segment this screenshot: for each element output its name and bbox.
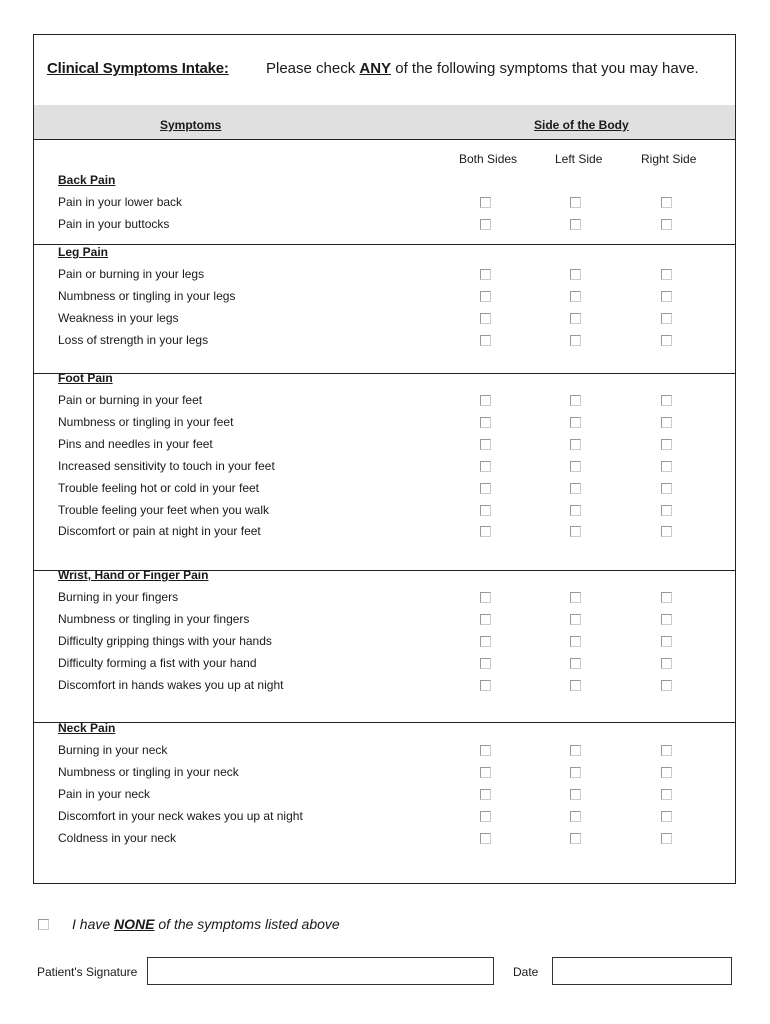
- side-of-body-column-header: Side of the Body: [534, 118, 629, 132]
- symptom-label: Increased sensitivity to touch in your feet: [58, 458, 275, 473]
- symptom-label: Numbness or tingling in your feet: [58, 414, 234, 429]
- symptoms-form: [33, 34, 736, 884]
- both-sides-checkbox[interactable]: [480, 811, 491, 822]
- right-side-checkbox[interactable]: [661, 197, 672, 208]
- left-side-checkbox[interactable]: [570, 313, 581, 324]
- none-label: I have NONE of the symptoms listed above: [72, 916, 340, 932]
- left-side-checkbox[interactable]: [570, 291, 581, 302]
- left-side-checkbox[interactable]: [570, 219, 581, 230]
- right-side-checkbox[interactable]: [661, 313, 672, 324]
- symptom-label: Numbness or tingling in your neck: [58, 764, 239, 779]
- left-side-checkbox[interactable]: [570, 614, 581, 625]
- right-side-checkbox[interactable]: [661, 789, 672, 800]
- date-label: Date: [513, 965, 539, 979]
- symptom-label: Pain or burning in your legs: [58, 267, 205, 281]
- right-side-checkbox[interactable]: [661, 335, 672, 346]
- left-side-checkbox[interactable]: [570, 767, 581, 778]
- left-side-checkbox[interactable]: [570, 658, 581, 669]
- signature-field[interactable]: [147, 957, 494, 985]
- section-title: Wrist, Hand or Finger Pain: [58, 568, 209, 582]
- symptom-label: Discomfort or pain at night in your feet: [58, 524, 261, 539]
- both-sides-checkbox[interactable]: [480, 439, 491, 450]
- symptom-label: Numbness or tingling in your legs: [58, 288, 236, 303]
- left-side-checkbox[interactable]: [570, 197, 581, 208]
- left-side-checkbox[interactable]: [570, 592, 581, 603]
- left-side-checkbox[interactable]: [570, 335, 581, 346]
- symptom-label: Trouble feeling your feet when you walk: [58, 502, 270, 517]
- section-divider: [34, 373, 735, 374]
- both-sides-checkbox[interactable]: [480, 461, 491, 472]
- symptom-label: Pain or burning in your feet: [58, 393, 203, 407]
- right-side-checkbox[interactable]: [661, 614, 672, 625]
- right-side-checkbox[interactable]: [661, 483, 672, 494]
- form-header: [34, 35, 735, 106]
- right-side-checkbox[interactable]: [661, 592, 672, 603]
- symptom-label: Trouble feeling hot or cold in your feet: [58, 480, 260, 495]
- left-side-checkbox[interactable]: [570, 505, 581, 516]
- both-sides-checkbox[interactable]: [480, 417, 491, 428]
- right-side-checkbox[interactable]: [661, 439, 672, 450]
- symptom-label: Discomfort in your neck wakes you up at night: [58, 808, 303, 823]
- both-sides-checkbox[interactable]: [480, 658, 491, 669]
- form-title: Clinical Symptoms Intake:: [47, 60, 229, 77]
- both-sides-header: Both Sides: [459, 152, 518, 166]
- right-side-checkbox[interactable]: [661, 658, 672, 669]
- both-sides-checkbox[interactable]: [480, 614, 491, 625]
- symptom-label: Difficulty gripping things with your hands: [58, 633, 272, 648]
- right-side-checkbox[interactable]: [661, 811, 672, 822]
- symptom-label: Numbness or tingling in your fingers: [58, 611, 250, 626]
- both-sides-checkbox[interactable]: [480, 767, 491, 778]
- left-side-header: Left Side: [555, 152, 603, 166]
- symptom-label: Loss of strength in your legs: [58, 332, 209, 347]
- section-divider: [34, 570, 735, 571]
- signature-label: Patient's Signature: [37, 965, 138, 979]
- both-sides-checkbox[interactable]: [480, 291, 491, 302]
- section-title: Foot Pain: [58, 371, 113, 385]
- section-title: Neck Pain: [58, 721, 116, 735]
- symptom-label: Pins and needles in your feet: [58, 436, 213, 451]
- symptom-label: Coldness in your neck: [58, 830, 177, 845]
- symptom-label: Burning in your fingers: [58, 590, 179, 604]
- right-side-checkbox[interactable]: [661, 526, 672, 537]
- symptom-label: Burning in your neck: [58, 743, 168, 757]
- both-sides-checkbox[interactable]: [480, 592, 491, 603]
- section-title: Back Pain: [58, 173, 116, 187]
- symptom-label: Pain in your lower back: [58, 195, 183, 209]
- symptom-label: Pain in your neck: [58, 786, 151, 801]
- left-side-checkbox[interactable]: [570, 461, 581, 472]
- both-sides-checkbox[interactable]: [480, 680, 491, 691]
- both-sides-checkbox[interactable]: [480, 335, 491, 346]
- right-side-checkbox[interactable]: [661, 291, 672, 302]
- symptoms-column-header: Symptoms: [160, 118, 222, 132]
- left-side-checkbox[interactable]: [570, 395, 581, 406]
- symptom-label: Discomfort in hands wakes you up at night: [58, 677, 284, 692]
- left-side-checkbox[interactable]: [570, 789, 581, 800]
- both-sides-checkbox[interactable]: [480, 789, 491, 800]
- column-header-bar: [34, 105, 735, 140]
- both-sides-checkbox[interactable]: [480, 197, 491, 208]
- right-side-checkbox[interactable]: [661, 767, 672, 778]
- left-side-checkbox[interactable]: [570, 269, 581, 280]
- symptom-label: Difficulty forming a fist with your hand: [58, 655, 257, 670]
- both-sides-checkbox[interactable]: [480, 526, 491, 537]
- right-side-checkbox[interactable]: [661, 745, 672, 756]
- left-side-checkbox[interactable]: [570, 811, 581, 822]
- both-sides-checkbox[interactable]: [480, 395, 491, 406]
- right-side-checkbox[interactable]: [661, 505, 672, 516]
- left-side-checkbox[interactable]: [570, 636, 581, 647]
- right-side-checkbox[interactable]: [661, 680, 672, 691]
- date-field[interactable]: [552, 957, 732, 985]
- both-sides-checkbox[interactable]: [480, 636, 491, 647]
- right-side-checkbox[interactable]: [661, 395, 672, 406]
- left-side-checkbox[interactable]: [570, 483, 581, 494]
- both-sides-checkbox[interactable]: [480, 833, 491, 844]
- left-side-checkbox[interactable]: [570, 833, 581, 844]
- left-side-checkbox[interactable]: [570, 439, 581, 450]
- right-side-checkbox[interactable]: [661, 219, 672, 230]
- both-sides-checkbox[interactable]: [480, 745, 491, 756]
- left-side-checkbox[interactable]: [570, 680, 581, 691]
- both-sides-checkbox[interactable]: [480, 219, 491, 230]
- left-side-checkbox[interactable]: [570, 417, 581, 428]
- section-title: Leg Pain: [58, 245, 109, 259]
- right-side-checkbox[interactable]: [661, 636, 672, 647]
- form-instruction: Please check ANY of the following symptoms that you may have.: [266, 60, 699, 77]
- right-side-checkbox[interactable]: [661, 461, 672, 472]
- left-side-checkbox[interactable]: [570, 745, 581, 756]
- symptom-label: Weakness in your legs: [58, 310, 179, 325]
- both-sides-checkbox[interactable]: [480, 313, 491, 324]
- symptom-label: Pain in your buttocks: [58, 216, 170, 231]
- right-side-checkbox[interactable]: [661, 833, 672, 844]
- section-divider: [34, 244, 735, 245]
- section-divider: [34, 722, 735, 723]
- right-side-checkbox[interactable]: [661, 417, 672, 428]
- right-side-header: Right Side: [641, 152, 697, 166]
- left-side-checkbox[interactable]: [570, 526, 581, 537]
- right-side-checkbox[interactable]: [661, 269, 672, 280]
- both-sides-checkbox[interactable]: [480, 269, 491, 280]
- both-sides-checkbox[interactable]: [480, 505, 491, 516]
- both-sides-checkbox[interactable]: [480, 483, 491, 494]
- none-checkbox[interactable]: [38, 919, 49, 930]
